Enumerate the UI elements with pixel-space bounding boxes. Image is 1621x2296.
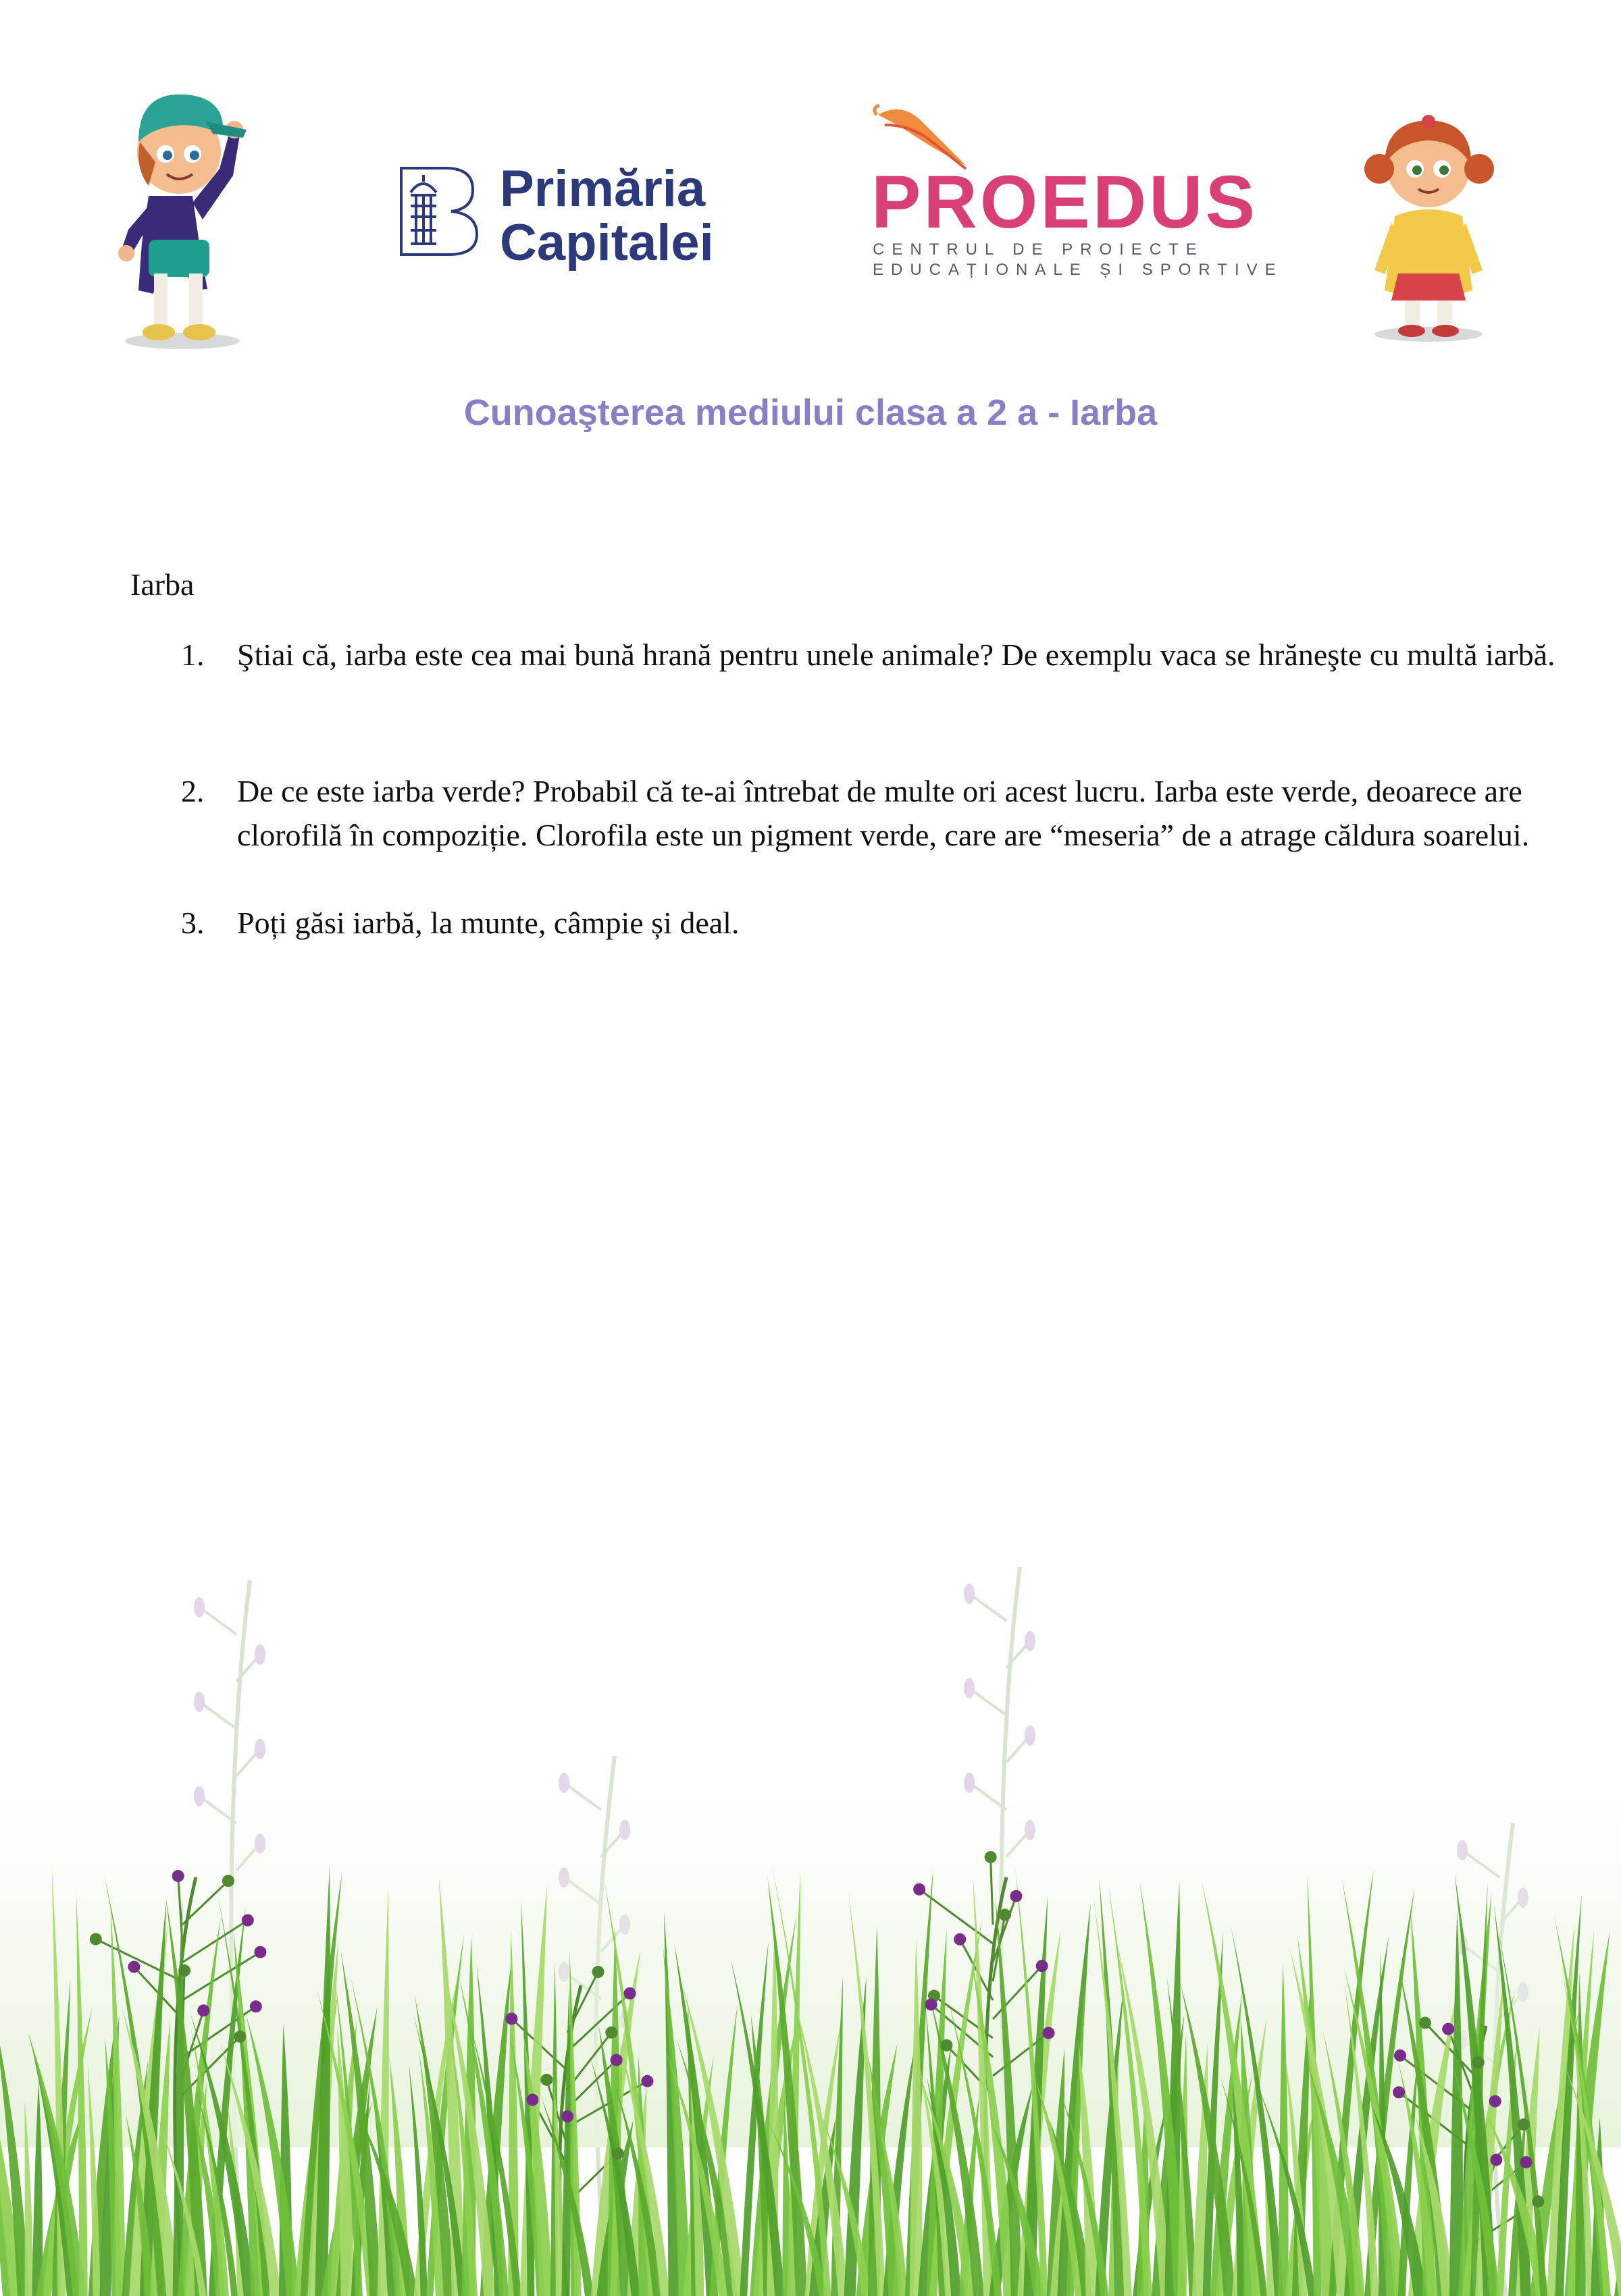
primaria-line2: Capitalei	[500, 214, 714, 271]
document-body	[130, 564, 1555, 945]
list-text: De ce este iarba verde? Probabil că te-ai întrebat de multe ori acest lucru. Iarba este verde, deoarece are clorofilă în compoziție. Clorofila este un pigment verde, care are “meseria” de a atrage căldura soarelui.	[237, 774, 1530, 852]
proedus-wordmark: PROEDUS	[871, 161, 1258, 244]
meadow-grass-icon	[0, 1540, 1621, 2296]
list-number: 2.	[181, 774, 205, 808]
girl-mascot-icon	[1351, 101, 1506, 344]
list-text: Ştiai că, iarba este cea mai bună hrană pentru unele animale? De exemplu vaca se hrăneşte cu multă iarbă.	[237, 637, 1555, 672]
list-item	[130, 769, 1574, 857]
primaria-line1: Primăria	[500, 160, 706, 217]
list-text: Poți găsi iarbă, la munte, câmpie și deal.	[237, 906, 740, 940]
primaria-name	[500, 162, 714, 270]
list-number: 3.	[181, 906, 205, 940]
primaria-capitalei-logo	[398, 160, 750, 271]
page-header	[0, 0, 1621, 365]
section-heading: Iarba	[130, 567, 195, 602]
primaria-building-icon	[398, 165, 480, 257]
proedus-tagline-line2: EDUCAȚIONALE ȘI SPORTIVE	[873, 261, 1283, 279]
page-title: Cunoaşterea mediului clasa a 2 a - Iarba	[463, 392, 1158, 433]
proedus-logo	[865, 101, 1283, 279]
list-number: 1.	[181, 637, 205, 672]
list-item	[130, 901, 1574, 945]
boy-mascot-icon	[111, 68, 253, 351]
fact-list	[130, 633, 1555, 945]
proedus-tagline	[873, 240, 1283, 280]
proedus-tagline-line1: CENTRUL DE PROIECTE	[873, 240, 1204, 259]
list-item	[130, 633, 1574, 677]
